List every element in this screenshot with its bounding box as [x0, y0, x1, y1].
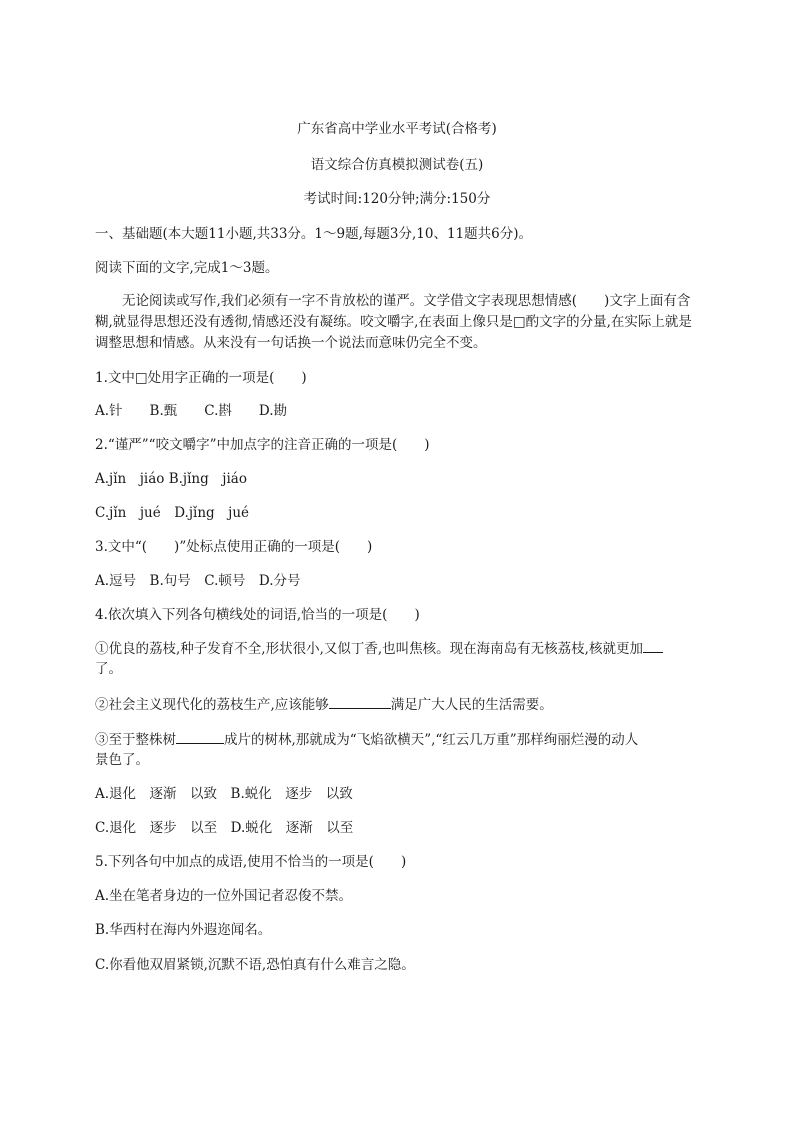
exam-subtitle: 语文综合仿真模拟测试卷(五): [310, 157, 484, 173]
fill-blank-2: [329, 694, 391, 709]
question-5-option-b: B.华西村在海内外遐迩闻名。: [95, 922, 272, 938]
question-5-option-c: C.你看他双眉紧锁,沉默不语,恐怕真有什么难言之隐。: [95, 957, 415, 973]
question-2-options-cd: C.jǐn jué D.jǐng jué: [95, 505, 250, 521]
question-4-sentence-2: [95, 694, 705, 716]
exam-title: 广东省高中学业水平考试(合格考): [297, 121, 497, 137]
question-1-options: A.针 B.甄 C.斟 D.勘: [95, 403, 288, 419]
question-4-sentence-1: [95, 638, 705, 660]
question-4-sentence-3: [95, 729, 705, 751]
sentence-2-text-b: 满足广大人民的生活需要。: [390, 697, 553, 713]
fill-blank-1: [643, 638, 663, 653]
question-2-options-ab: A.jǐn jiáo B.jǐng jiáo: [95, 471, 247, 487]
sentence-3-text-a: ③至于整株树: [95, 732, 176, 748]
question-4-options-ab: A.退化 逐渐 以致 B.蜕化 逐步 以致: [95, 786, 353, 802]
reading-passage: 无论阅读或写作,我们必须有一字不肯放松的谨严。文学借文字表现思想情感( )文字上面有含糊,就显得思想还没有透彻,情感还没有凝练。咬文嚼字,在表面上像只是□酌文字的分量,在实际上就是调整思想和情感。从来没有一句话换一个说法而意味仍完全不变。: [95, 293, 692, 351]
sentence-3-text-b: 成片的树林,那就成为“飞焰欲横天”,“红云几万重”那样绚丽烂漫的动人: [224, 732, 639, 748]
section-heading: 一、基础题(本大题11小题,共33分。1～9题,每题3分,10、11题共6分)。: [95, 226, 532, 242]
question-4-sentence-3-end: 景色了。: [95, 752, 149, 768]
question-5-option-a: A.坐在笔者身边的一位外国记者忍俊不禁。: [95, 888, 353, 904]
sentence-2-text-a: ②社会主义现代化的荔枝生产,应该能够: [95, 697, 329, 713]
exam-info: 考试时间:120分钟;满分:150分: [303, 191, 491, 207]
question-5-stem: 5.下列各句中加点的成语,使用不恰当的一项是( ): [95, 854, 407, 870]
question-4-options-cd: C.退化 逐步 以至 D.蜕化 逐渐 以至: [95, 820, 354, 836]
question-2-stem: 2.“谨严”“咬文嚼字”中加点字的注音正确的一项是( ): [95, 437, 430, 453]
question-4-sentence-1-end: 了。: [95, 661, 122, 677]
question-3-stem: 3.文中“( )”处标点使用正确的一项是( ): [95, 539, 373, 555]
reading-instruction: 阅读下面的文字,完成1～3题。: [95, 260, 279, 276]
question-1-stem: 1.文中□处用字正确的一项是( ): [95, 370, 307, 386]
sentence-1-text: ①优良的荔枝,种子发育不全,形状很小,又似丁香,也叫焦核。现在海南岛有无核荔枝,核就更加: [95, 641, 643, 657]
fill-blank-3: [176, 729, 224, 744]
question-4-stem: 4.依次填入下列各句横线处的词语,恰当的一项是( ): [95, 607, 420, 623]
question-3-options: A.逗号 B.句号 C.顿号 D.分号: [95, 573, 301, 589]
